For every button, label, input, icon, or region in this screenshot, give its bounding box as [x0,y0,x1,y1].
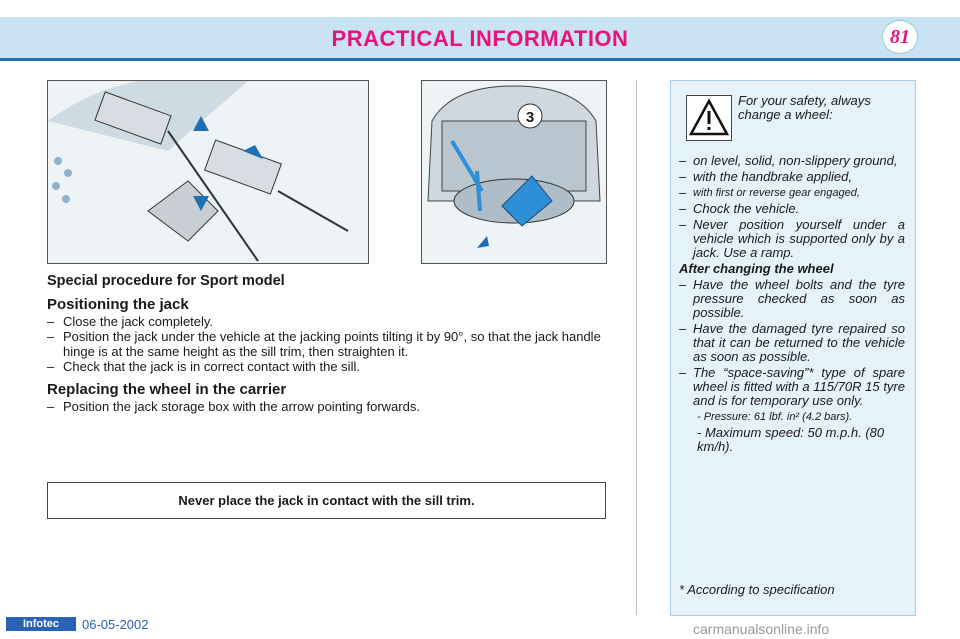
list-item: – Position the jack storage box with the arrow pointing forwards. [47,399,420,414]
warning-triangle-icon [686,95,732,141]
safety-list [679,154,905,456]
list-item: – with the handbrake applied, [679,169,853,184]
list-item: – with first or reverse gear engaged, [679,185,860,200]
jack-illustration [47,80,369,264]
page-number: 81 [882,20,918,54]
footnote: * According to specification [679,582,835,597]
list-item: – The “space-saving”* type of spare wheel is fitted with a 115/70R 15 tyre and is for temporary use only. [679,365,905,408]
instructions [47,274,607,414]
list-item: – Have the wheel bolts and the tyre pressure checked as soon as possible. [679,277,905,320]
after-changing-title: After changing the wheel [679,261,834,276]
list-item: – on level, solid, non-slippery ground, [679,153,898,168]
safety-intro: For your safety, always change a wheel: [738,93,871,122]
list-item: – Have the damaged tyre repaired so that it can be returned to the vehicle as soon as possible. [679,321,905,364]
list-item: – Chock the vehicle. [679,201,800,216]
section-positioning-title: Positioning the jack [47,296,189,313]
callout-3: 3 [525,109,535,126]
car-boot-illustration [421,80,607,264]
column-divider [636,80,637,615]
watermark: carmanualsonline.info [693,621,830,637]
sub-item-pressure: - Pressure: 61 lbf. in² (4.2 bars). [697,411,853,423]
footer-date: 06-05-2002 [82,617,149,632]
safety-panel [670,80,916,616]
sub-item-speed: - Maximum speed: 50 m.p.h. (80 km/h). [697,425,885,454]
warning-note: Never place the jack in contact with the sill trim. [47,482,606,519]
list-item: – Position the jack under the vehicle at the jacking points tilting it by 90°, so that the jack handle hinge is at the same height as the sill trim, then straighten it. [47,329,601,359]
list-item: – Check that the jack is in correct contact with the sill. [47,359,360,374]
list-item: – Close the jack completely. [47,314,214,329]
sport-heading: Special procedure for Sport model [47,273,285,289]
infotec-logo: Infotec [6,617,76,631]
page-title: PRACTICAL INFORMATION [331,26,629,51]
header-rule [0,58,960,61]
section-replacing-title: Replacing the wheel in the carrier [47,381,287,398]
list-item: – Never position yourself under a vehicle which is supported only by a jack. Use a ramp. [679,217,905,260]
